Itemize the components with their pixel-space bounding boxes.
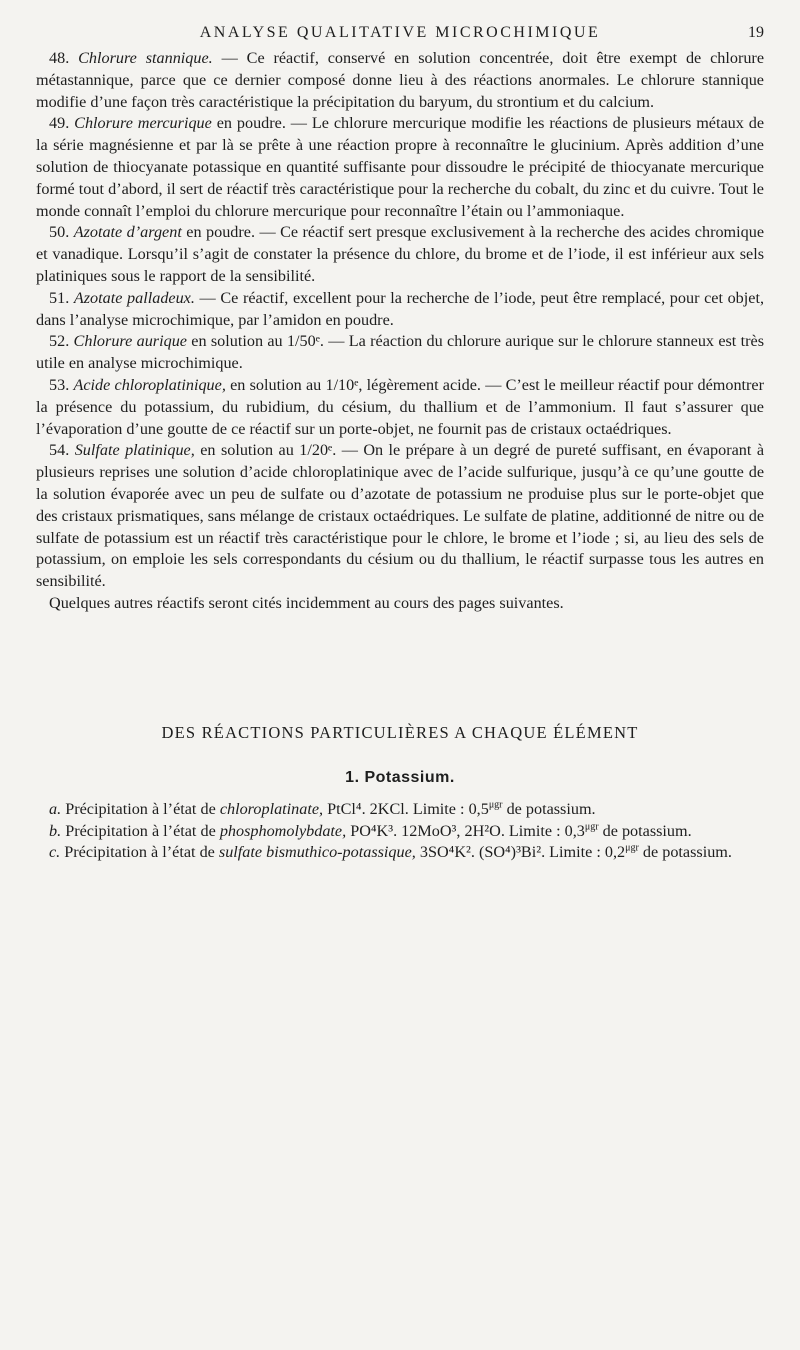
entry-text: — Ce réactif, excellent pour la recherche de l’iode, peut être remplacé, pour cet objet, dans l’analyse microchimique, par l’amidon en poudre. [36,288,765,329]
running-head [36,18,764,48]
reaction-letter: a. [49,799,62,818]
reaction-list [36,799,764,864]
page-number: 19 [748,24,764,41]
reagent-entry [36,288,764,332]
book-page [36,18,764,864]
closing-paragraph: Quelques autres réactifs seront cités incidemment au cours des pages suivantes. [49,593,564,612]
reagent-entry [36,331,764,375]
entry-number: 52. [49,332,70,351]
unit: μgr [488,799,503,811]
unit: μgr [584,821,599,833]
entry-text: en poudre. — Ce réactif sert presque exclusivement à la recherche des acides chromique et vanadique. Lorsqu’il s’agit de constater la présence du chlore, du brome et de l’iode, il est inférieur aux sels platiniques sous le rapport de la sensibilité. [36,223,765,285]
entry-number: 51. [49,288,70,307]
entry-text: en solution au 1/50ᵉ. — La réaction du chlorure aurique sur le chlorure stanneux est très utile en analyse microchimique. [36,332,764,373]
reaction-lead: Précipitation à l’état de [61,799,220,818]
reaction-letter: c. [49,843,61,862]
entry-number: 49. [49,114,70,133]
reagent-name: Chlorure stannique. [78,49,213,67]
reaction-item [36,821,764,843]
reagent-name: Acide chloroplatinique, [73,375,226,394]
running-title: ANALYSE QUALITATIVE MICROCHIMIQUE [199,24,601,41]
reagent-entry [36,375,764,440]
reaction-item [36,799,764,821]
entry-number: 50. [49,223,70,242]
compound-name: phosphomolybdate, [219,821,347,840]
reagent-name: Chlorure mercurique [74,114,212,133]
reagent-name: Azotate palladeux. [73,288,195,307]
entry-text: en poudre. — Le chlorure mercurique modifie les réactions de plusieurs métaux de la série magnésienne et par là se prête à une réaction propre à reconnaître le glucinium. Après addition d’une solution de thiocyanate potassique en quantité suffisante pour dissoudre le précipité de thiocyanate mercurique formé tout d’abord, il sert de réactif très caractéristique pour la recherche du cobalt, du zinc et du cuivre. Tout le monde connaît l’emploi du chlorure mercurique pour reconnaître l’étain ou l’ammoniaque. [36,114,765,220]
reaction-formula: 3SO⁴K². (SO⁴)³Bi². Limite : 0,2 [415,843,626,862]
reagent-entry [36,222,764,287]
entry-text: — Ce réactif, conservé en solution concentrée, doit être exempt de chlorure métastannique, parce que ce dernier composé donne lieu à des réactions anormales. Le chlorure stannique modifie d’une façon très caractéristique la précipitation du baryum, du strontium et du calcium. [36,49,765,111]
reaction-tail: de potassium. [638,843,732,862]
reaction-formula: PO⁴K³. 12MoO³, 2H²O. Limite : 0,3 [346,821,585,840]
reagent-name: Sulfate platinique, [74,441,195,460]
reaction-letter: b. [49,821,62,840]
compound-name: chloroplatinate, [219,799,324,818]
entry-number: 48. [49,49,70,67]
compound-name: sulfate bismuthico-potassique, [218,843,416,862]
entry-number: 54. [49,441,70,460]
reaction-formula: PtCl⁴. 2KCl. Limite : 0,5 [323,799,489,818]
reagent-list [36,48,764,615]
section-subtitle: 1. Potassium. [345,768,455,786]
reaction-lead: Précipitation à l’état de [61,821,220,840]
reaction-item [36,842,764,864]
reaction-tail: de potassium. [598,821,692,840]
reagent-entry [36,113,764,222]
reagent-name: Azotate d’argent [73,223,182,242]
reagent-name: Chlorure aurique [73,332,187,351]
entry-text: en solution au 1/20ᵉ. — On le prépare à un degré de pureté suffisant, en évaporant à plusieurs reprises une solution d’acide chloroplatinique avec de l’acide sulfurique, jusqu’à ce qu’une goutte de la solution évaporée avec un peu de sulfate ou d’azotate de potassium ne produise plus sur le porte-objet que des cristaux prismatiques, sans mélange de cristaux octaédriques. Le sulfate de platine, additionné de nitre ou de sulfate de potassium est un réactif très caractéristique pour le chlore, le brome et l’iode ; si, au lieu des sels de potassium, on emploie les sels correspondants du césium ou du thallium, le réactif surpasse tous les autres en sensibilité. [36,441,765,591]
reagent-entry [36,440,764,593]
entry-number: 53. [49,375,70,394]
reagent-entry [36,48,764,113]
reaction-tail: de potassium. [502,799,596,818]
unit: μgr [625,842,639,854]
entry-text: en solution au 1/10ᵉ, légèrement acide. — C’est le meilleur réactif pour démontrer la présence du potassium, du rubidium, du césium, du thallium et de l’ammonium. Il faut s’assurer que l’évaporation d’une goutte de ce réactif sur un porte-objet, ne fournit pas de cristaux octaédriques. [36,375,764,438]
section-title: DES RÉACTIONS PARTICULIÈRES A CHAQUE ÉLÉMENT [161,722,639,742]
reaction-lead: Précipitation à l’état de [60,843,219,862]
